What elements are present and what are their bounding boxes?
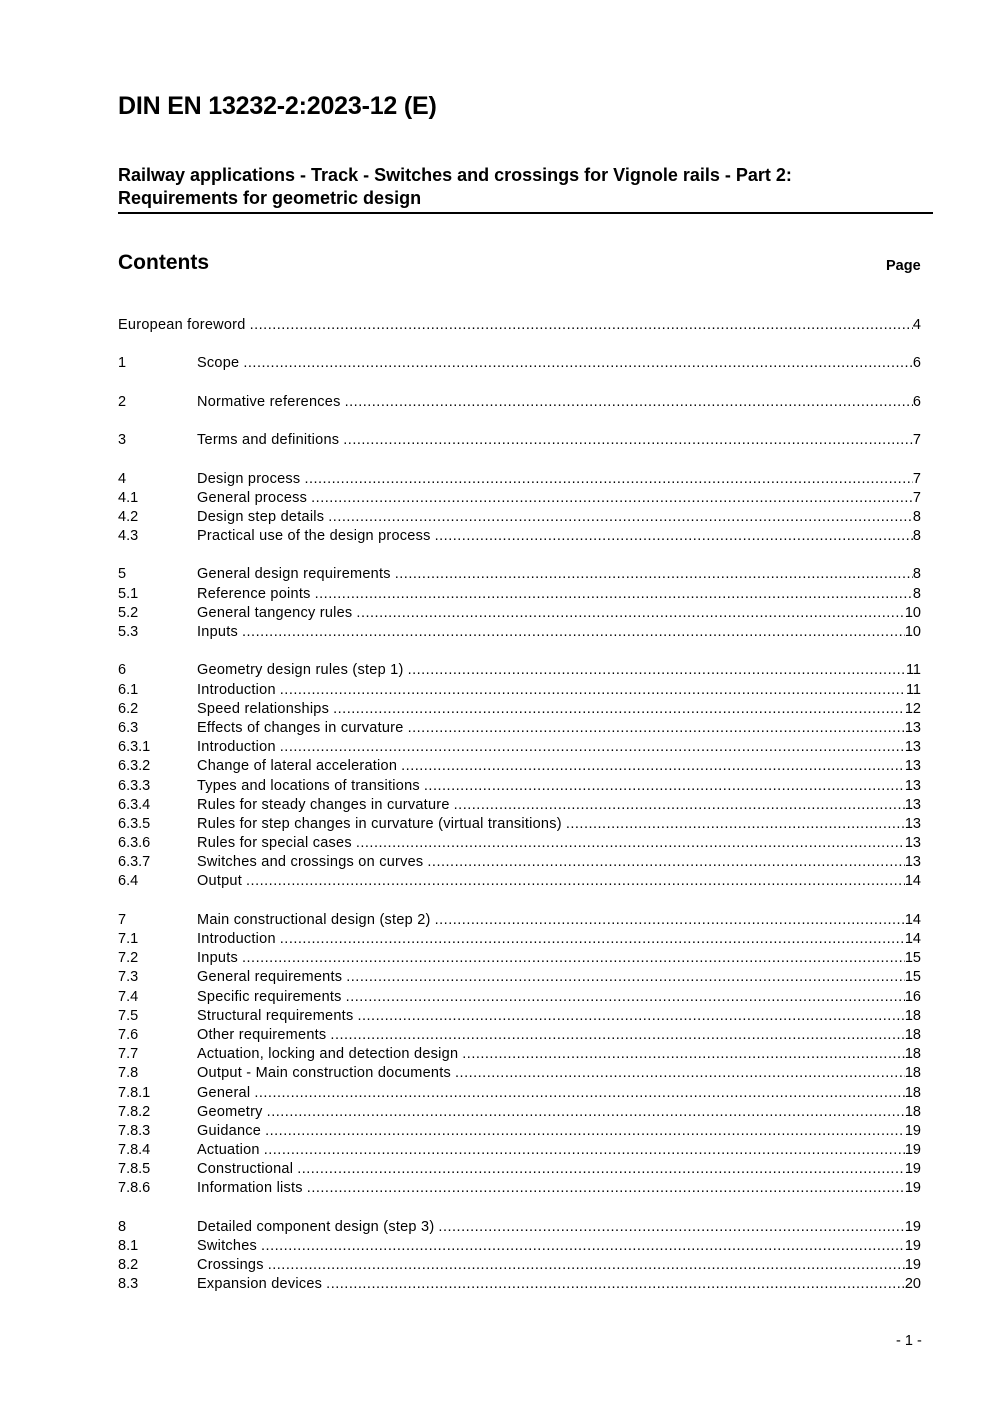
toc-leader-dots — [261, 1237, 905, 1256]
footer-page-number: - 1 - — [896, 1333, 922, 1349]
toc-entry-page: 13 — [904, 719, 921, 736]
toc-leader-dots — [311, 489, 913, 508]
toc-entry[interactable] — [118, 1218, 921, 1237]
toc-entry-number: 6.3.1 — [118, 739, 151, 756]
contents-heading: Contents — [118, 251, 209, 274]
toc-entry[interactable] — [118, 470, 921, 489]
toc-entry-number: 1 — [118, 355, 127, 372]
toc-entry[interactable] — [118, 968, 921, 987]
toc-entry-page: 13 — [904, 777, 921, 794]
toc-entry-number: 7.7 — [118, 1046, 139, 1063]
toc-leader-dots — [307, 1179, 905, 1198]
toc-leader-dots — [243, 354, 913, 373]
toc-entry[interactable] — [118, 393, 921, 412]
toc-entry-page: 8 — [912, 528, 921, 545]
toc-entry-number: 7.8.2 — [118, 1103, 151, 1120]
toc-leader-dots — [265, 1122, 905, 1141]
toc-entry-number: 6.3.3 — [118, 777, 151, 794]
toc-entry[interactable] — [118, 834, 921, 853]
toc-entry-number: 8.2 — [118, 1257, 139, 1274]
toc-entry[interactable] — [118, 431, 921, 450]
toc-leader-dots — [408, 719, 905, 738]
toc-entry-page: 7 — [912, 432, 921, 449]
toc-entry-number: 7.6 — [118, 1026, 139, 1043]
toc-entry[interactable] — [118, 1256, 921, 1275]
toc-entry-title: Terms and definitions — [197, 432, 340, 449]
toc-entry[interactable] — [118, 681, 921, 700]
toc-entry-page: 13 — [904, 796, 921, 813]
toc-entry-title: Specific requirements — [197, 988, 342, 1005]
toc-entry[interactable] — [118, 316, 921, 335]
toc-entry-title: Actuation — [197, 1142, 260, 1159]
toc-entry-page: 14 — [904, 873, 921, 890]
toc-entry-page: 15 — [904, 950, 921, 967]
toc-leader-dots — [356, 834, 905, 853]
toc-entry-title: Speed relationships — [197, 700, 330, 717]
toc-entry-title: Introduction — [197, 931, 276, 947]
toc-entry-title: Inputs — [197, 624, 238, 640]
toc-entry-title: Rules for steady changes in curvature — [197, 796, 450, 813]
toc-entry-page: 18 — [904, 1007, 921, 1024]
toc-entry-page: 6 — [912, 355, 921, 372]
toc-entry[interactable] — [118, 1122, 921, 1141]
toc-entry-page: 20 — [904, 1276, 921, 1293]
toc-entry-title: Rules for step changes in curvature (virtual transitions) — [197, 815, 562, 832]
toc-leader-dots — [330, 1026, 904, 1045]
toc-entry-page: 18 — [904, 1026, 921, 1043]
toc-entry-page: 8 — [912, 566, 921, 583]
toc-entry[interactable] — [118, 796, 921, 815]
toc-leader-dots — [346, 968, 905, 987]
toc-leader-dots — [345, 393, 913, 412]
toc-entry-number: 7.8.5 — [118, 1161, 151, 1178]
toc-entry-number: 5.1 — [118, 585, 139, 602]
document-id: DIN EN 13232-2:2023-12 (E) — [118, 92, 437, 120]
toc-entry-number: 8.3 — [118, 1276, 139, 1293]
toc-entry-number: 7.8.4 — [118, 1142, 151, 1159]
toc-entry-title: Geometry — [197, 1103, 263, 1120]
toc-entry[interactable] — [118, 930, 921, 949]
toc-entry-page: 13 — [904, 815, 921, 832]
toc-entry[interactable] — [118, 585, 921, 604]
toc-entry-title: Expansion devices — [197, 1276, 323, 1293]
toc-entry-title: Rules for special cases — [197, 835, 352, 852]
toc-entry-number: 2 — [118, 393, 127, 410]
toc-entry-title: Design process — [197, 470, 301, 487]
toc-entry-title: Design step details — [197, 508, 325, 525]
toc-entry-title: European foreword — [118, 317, 246, 333]
toc-leader-dots — [297, 1160, 905, 1179]
toc-leader-dots — [408, 661, 906, 680]
toc-entry[interactable] — [118, 661, 921, 680]
toc-entry-page: 8 — [912, 508, 921, 525]
toc-leader-dots — [304, 470, 912, 489]
toc-entry-number: 8 — [118, 1218, 127, 1235]
toc-entry[interactable] — [118, 604, 921, 623]
toc-entry-title: Actuation, locking and detection design — [197, 1046, 459, 1063]
toc-entry[interactable] — [118, 623, 921, 642]
toc-entry-page: 13 — [904, 854, 921, 871]
toc-entry-title: Detailed component design (step 3) — [197, 1218, 435, 1235]
toc-entry-page: 19 — [904, 1257, 921, 1274]
toc-entry[interactable] — [118, 853, 921, 872]
toc-entry-page: 10 — [904, 604, 921, 621]
toc-entry-number: 6 — [118, 662, 127, 679]
toc-entry[interactable] — [118, 527, 921, 546]
toc-entry-page: 7 — [912, 470, 921, 487]
toc-entry[interactable] — [118, 1141, 921, 1160]
toc-entry-number: 6.1 — [118, 681, 139, 698]
toc-entry-title: General design requirements — [197, 566, 391, 583]
toc-entry-title: Inputs — [197, 950, 238, 967]
toc-entry-number: 7.3 — [118, 969, 139, 986]
toc-entry[interactable] — [118, 1084, 921, 1103]
toc-entry-number: 7.2 — [118, 950, 139, 967]
toc-entry-title: Constructional — [197, 1161, 294, 1178]
toc-leader-dots — [357, 1007, 904, 1026]
toc-entry-page: 10 — [904, 624, 921, 640]
toc-entry-number: 7.8.1 — [118, 1084, 151, 1101]
toc-entry-page: 18 — [904, 1084, 921, 1101]
toc-leader-dots — [264, 1141, 905, 1160]
toc-entry[interactable] — [118, 988, 921, 1007]
toc-entry-number: 6.3.4 — [118, 796, 151, 813]
toc-entry-title: Types and locations of transitions — [197, 777, 420, 794]
toc-leader-dots — [435, 527, 913, 546]
toc-entry-page: 19 — [904, 1218, 921, 1235]
toc-entry[interactable] — [118, 565, 921, 584]
toc-entry[interactable] — [118, 738, 921, 757]
toc-leader-dots — [328, 508, 913, 527]
toc-entry-title: Geometry design rules (step 1) — [197, 662, 404, 679]
toc-entry-page: 16 — [904, 988, 921, 1005]
toc-entry[interactable] — [118, 1007, 921, 1026]
toc-entry-number: 6.4 — [118, 873, 139, 890]
toc-leader-dots — [280, 930, 905, 949]
toc-entry-number: 7.8 — [118, 1065, 139, 1082]
toc-leader-dots — [435, 911, 905, 930]
page-column-label: Page — [886, 258, 921, 274]
toc-entry-title: Effects of changes in curvature — [197, 719, 404, 736]
toc-entry-title: Other requirements — [197, 1026, 327, 1043]
toc-entry-title: Structural requirements — [197, 1007, 354, 1024]
toc-entry-page: 19 — [904, 1142, 921, 1159]
toc-entry[interactable] — [118, 815, 921, 834]
toc-entry-page: 14 — [904, 911, 921, 928]
toc-leader-dots — [454, 796, 905, 815]
toc-entry-page: 8 — [912, 585, 921, 602]
toc-entry-page: 6 — [912, 393, 921, 410]
toc-leader-dots — [280, 681, 906, 700]
toc-entry-title: Normative references — [197, 393, 341, 410]
toc-entry-title: Output - Main construction documents — [197, 1065, 452, 1082]
toc-entry-number: 7 — [118, 911, 127, 928]
toc-entry-title: Switches — [197, 1238, 258, 1254]
document-title-line-1: Railway applications - Track - Switches and crossings for Vignole rails - Part 2: — [118, 165, 792, 185]
toc-entry-number: 6.3.6 — [118, 835, 151, 852]
toc-entry-page: 11 — [905, 681, 921, 698]
toc-entry-title: Reference points — [197, 585, 311, 602]
toc-entry[interactable] — [118, 1045, 921, 1064]
toc-entry-number: 4.1 — [118, 489, 139, 506]
toc-entry-number: 6.3.2 — [118, 758, 151, 775]
toc-entry-title: Main constructional design (step 2) — [197, 911, 431, 928]
toc-leader-dots — [356, 604, 904, 623]
toc-leader-dots — [333, 700, 905, 719]
toc-entry-page: 13 — [904, 835, 921, 852]
toc-entry-page: 19 — [904, 1122, 921, 1139]
toc-entry-number: 3 — [118, 432, 127, 449]
toc-entry-page: 18 — [904, 1103, 921, 1120]
toc-entry-number: 4.2 — [118, 508, 139, 525]
toc-entry-title: Crossings — [197, 1257, 264, 1274]
toc-entry-number: 5.2 — [118, 604, 139, 621]
toc-leader-dots — [462, 1045, 905, 1064]
toc-entry-number: 7.8.3 — [118, 1122, 151, 1139]
toc-entry-title: Practical use of the design process — [197, 528, 431, 545]
toc-entry-title: Introduction — [197, 739, 276, 756]
toc-entry-title: General tangency rules — [197, 604, 353, 621]
toc-entry[interactable] — [118, 949, 921, 968]
toc-entry[interactable] — [118, 1103, 921, 1122]
toc-leader-dots — [438, 1218, 904, 1237]
toc-entry-page: 18 — [904, 1065, 921, 1082]
toc-leader-dots — [343, 431, 913, 450]
toc-entry[interactable] — [118, 1179, 921, 1198]
toc-entry[interactable] — [118, 872, 921, 891]
toc-entry-title: Introduction — [197, 681, 276, 698]
toc-entry[interactable] — [118, 1160, 921, 1179]
toc-entry-number: 6.3.5 — [118, 815, 151, 832]
toc-entry-page: 19 — [904, 1161, 921, 1178]
toc-entry[interactable] — [118, 354, 921, 373]
toc-entry[interactable] — [118, 719, 921, 738]
toc-entry-title: General — [197, 1084, 251, 1101]
toc-leader-dots — [246, 872, 905, 891]
toc-leader-dots — [268, 1256, 905, 1275]
toc-entry[interactable] — [118, 1064, 921, 1083]
toc-leader-dots — [242, 623, 905, 642]
toc-leader-dots — [427, 853, 904, 872]
document-title — [118, 164, 933, 214]
toc-entry[interactable] — [118, 700, 921, 719]
toc-entry-number: 6.3.7 — [118, 854, 151, 871]
toc-entry-page: 7 — [912, 489, 921, 506]
toc-entry-number: 7.8.6 — [118, 1180, 151, 1197]
toc-leader-dots — [455, 1064, 905, 1083]
toc-entry-page: 14 — [904, 931, 921, 947]
toc-entry-title: Output — [197, 873, 243, 890]
toc-entry-page: 13 — [904, 739, 921, 756]
toc-entry-number: 6.2 — [118, 700, 139, 717]
toc-leader-dots — [254, 1084, 905, 1103]
toc-entry[interactable] — [118, 489, 921, 508]
toc-leader-dots — [242, 949, 905, 968]
toc-entry-number: 7.4 — [118, 988, 139, 1005]
document-title-line-2: Requirements for geometric design — [118, 188, 422, 208]
toc-leader-dots — [395, 565, 913, 584]
toc-entry-title: General requirements — [197, 969, 343, 986]
toc-entry-page: 15 — [904, 969, 921, 986]
toc-entry-title: Change of lateral acceleration — [197, 758, 398, 775]
toc-entry-number: 7.5 — [118, 1007, 139, 1024]
toc-leader-dots — [250, 316, 913, 335]
toc-entry-page: 18 — [904, 1046, 921, 1063]
toc-entry-number: 6.3 — [118, 719, 139, 736]
toc-leader-dots — [267, 1103, 905, 1122]
toc-leader-dots — [566, 815, 905, 834]
toc-entry-page: 11 — [905, 662, 921, 679]
toc-entry[interactable] — [118, 777, 921, 796]
toc-leader-dots — [424, 777, 905, 796]
toc-entry-page: 12 — [904, 700, 921, 717]
toc-entry[interactable] — [118, 1026, 921, 1045]
toc-entry-number: 5.3 — [118, 624, 139, 640]
toc-entry[interactable] — [118, 911, 921, 930]
toc-leader-dots — [326, 1275, 905, 1294]
toc-entry[interactable] — [118, 508, 921, 527]
toc-entry-title: Information lists — [197, 1180, 303, 1197]
toc-entry-number: 4.3 — [118, 528, 139, 545]
toc-entry[interactable] — [118, 1275, 921, 1294]
toc-entry[interactable] — [118, 1237, 921, 1256]
toc-entry-page: 19 — [904, 1238, 921, 1254]
toc-entry-page: 19 — [904, 1180, 921, 1197]
table-of-contents — [118, 316, 921, 1295]
toc-entry-title: General process — [197, 489, 308, 506]
toc-entry-page: 4 — [912, 317, 921, 333]
toc-entry-number: 7.1 — [118, 931, 139, 947]
toc-entry-title: Switches and crossings on curves — [197, 854, 424, 871]
toc-leader-dots — [280, 738, 905, 757]
toc-entry[interactable] — [118, 757, 921, 776]
toc-entry-number: 5 — [118, 566, 127, 583]
toc-entry-page: 13 — [904, 758, 921, 775]
toc-leader-dots — [315, 585, 913, 604]
toc-leader-dots — [401, 757, 905, 776]
toc-entry-title: Scope — [197, 355, 240, 372]
toc-leader-dots — [346, 988, 905, 1007]
toc-entry-number: 8.1 — [118, 1238, 139, 1254]
toc-entry-title: Guidance — [197, 1122, 262, 1139]
toc-entry-number: 4 — [118, 470, 127, 487]
